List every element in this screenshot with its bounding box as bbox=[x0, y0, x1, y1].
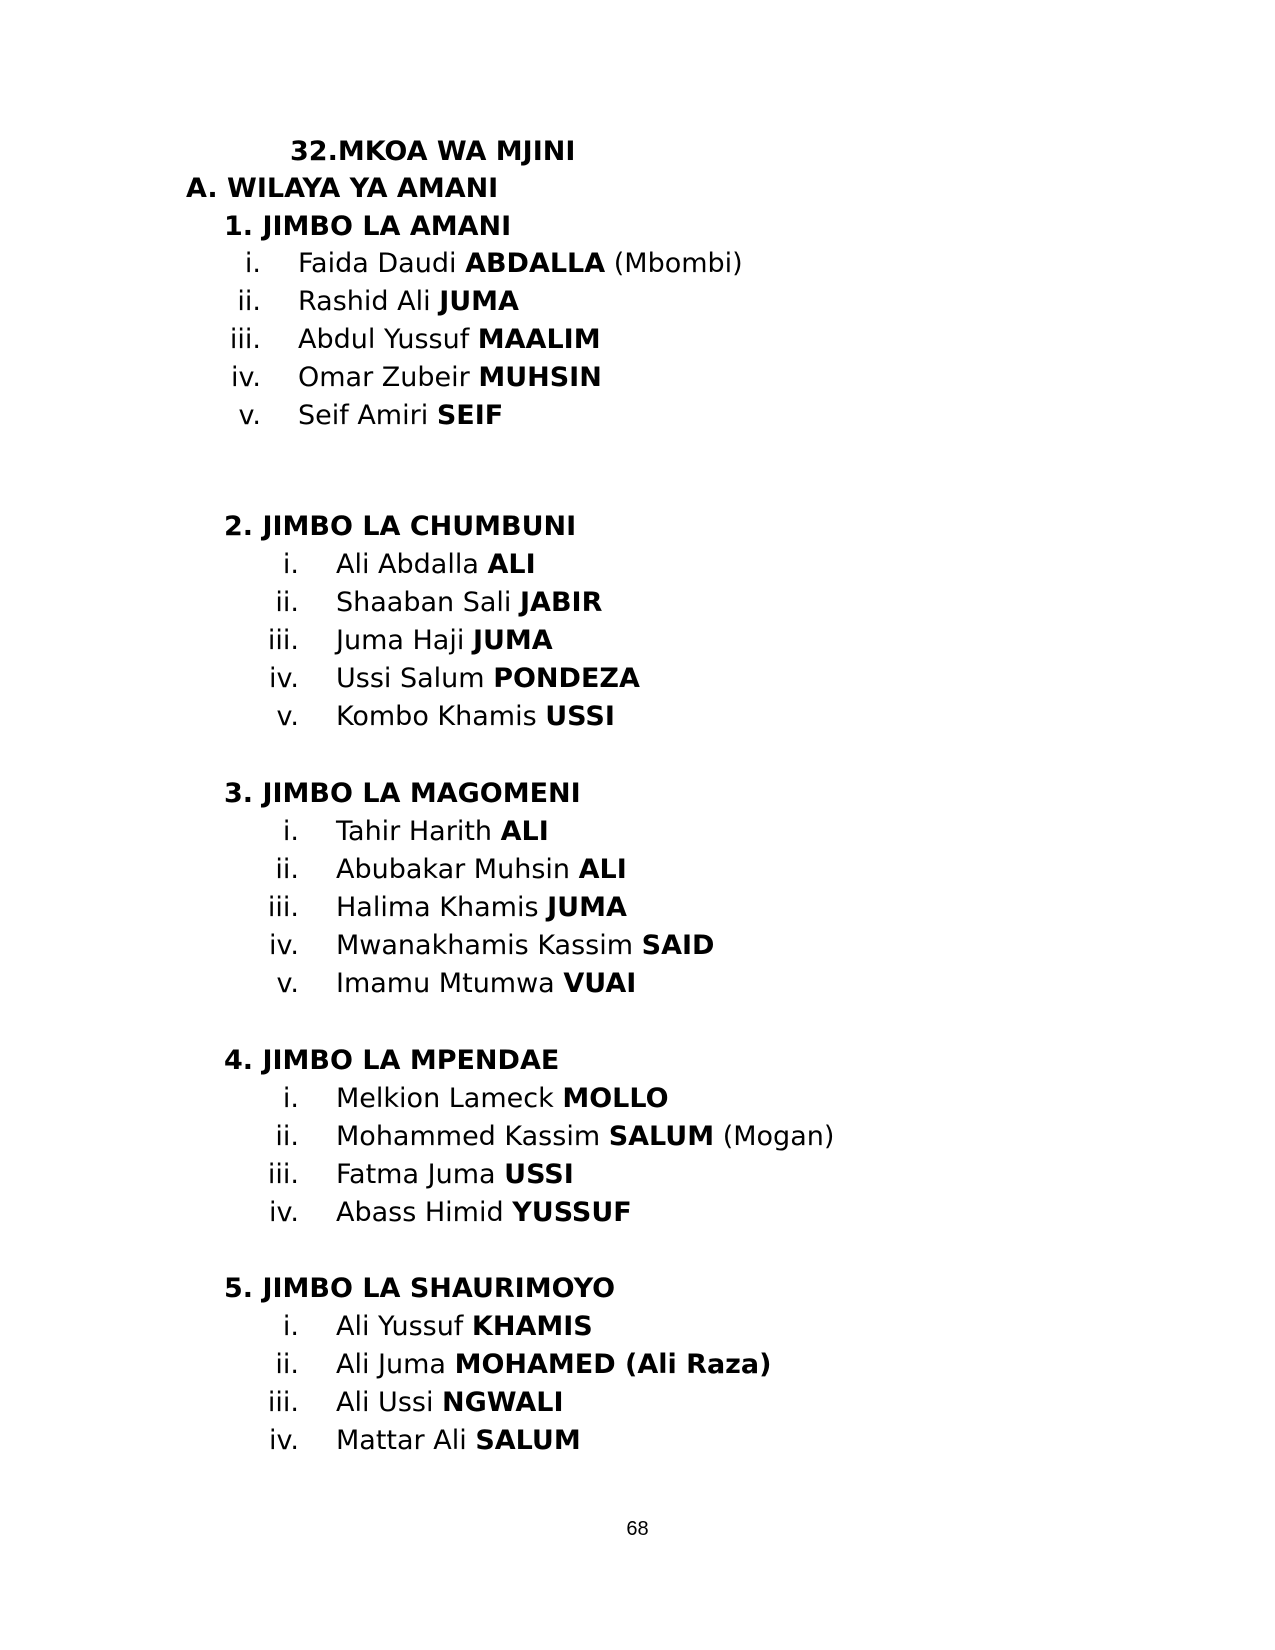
list-numeral: ii. bbox=[275, 1121, 299, 1152]
surname: JUMA bbox=[439, 286, 519, 317]
given-name: Ali Abdalla bbox=[336, 549, 479, 580]
list-numeral: ii. bbox=[237, 286, 261, 317]
given-name: Mattar Ali bbox=[336, 1425, 467, 1456]
constituency-heading-mpendae: 4. JIMBO LA MPENDAE bbox=[224, 1045, 560, 1076]
list-item bbox=[336, 1385, 564, 1421]
surname: MOHAMED (Ali Raza) bbox=[454, 1349, 772, 1380]
list-numeral: i. bbox=[282, 1083, 299, 1114]
list-item bbox=[336, 1347, 771, 1383]
list-numeral: iv. bbox=[269, 930, 299, 961]
surname: VUAI bbox=[563, 968, 637, 999]
surname: JUMA bbox=[472, 625, 553, 656]
list-numeral: iv. bbox=[269, 663, 299, 694]
given-name: Ali Juma bbox=[336, 1349, 446, 1380]
surname: ALI bbox=[578, 854, 627, 885]
surname: PONDEZA bbox=[493, 663, 640, 694]
given-name: Juma Haji bbox=[336, 625, 465, 656]
list-item bbox=[336, 1423, 581, 1459]
list-item bbox=[298, 360, 602, 396]
list-item bbox=[298, 284, 519, 320]
list-numeral: iii. bbox=[267, 892, 299, 923]
surname: SALUM bbox=[475, 1425, 581, 1456]
surname: JABIR bbox=[520, 587, 603, 618]
list-item bbox=[336, 1309, 593, 1345]
list-item bbox=[336, 699, 615, 735]
given-name: Abass Himid bbox=[336, 1197, 504, 1228]
given-name: Mohammed Kassim bbox=[336, 1121, 601, 1152]
surname: ABDALLA bbox=[465, 248, 606, 279]
list-item bbox=[336, 585, 602, 621]
list-item bbox=[336, 661, 640, 697]
given-name: Fatma Juma bbox=[336, 1159, 496, 1190]
list-numeral: iii. bbox=[229, 324, 261, 355]
name-note: (Mbombi) bbox=[613, 248, 743, 279]
list-numeral: iv. bbox=[269, 1197, 299, 1228]
list-numeral: iii. bbox=[267, 1387, 299, 1418]
list-numeral: i. bbox=[282, 1311, 299, 1342]
constituency-heading-shaurimoyo: 5. JIMBO LA SHAURIMOYO bbox=[224, 1273, 616, 1304]
surname: MOLLO bbox=[562, 1083, 669, 1114]
list-numeral: i. bbox=[282, 549, 299, 580]
given-name: Omar Zubeir bbox=[298, 362, 470, 393]
surname: YUSSUF bbox=[512, 1197, 632, 1228]
list-item bbox=[336, 890, 627, 926]
list-numeral: iii. bbox=[267, 625, 299, 656]
name-note: (Mogan) bbox=[722, 1121, 835, 1152]
surname: JUMA bbox=[547, 892, 627, 923]
page-number: 68 bbox=[626, 1518, 649, 1540]
given-name: Ali Yussuf bbox=[336, 1311, 464, 1342]
surname: SAID bbox=[641, 930, 715, 961]
list-item bbox=[336, 1195, 632, 1231]
given-name: Ussi Salum bbox=[336, 663, 485, 694]
given-name: Imamu Mtumwa bbox=[336, 968, 555, 999]
constituency-heading-magomeni: 3. JIMBO LA MAGOMENI bbox=[224, 778, 581, 809]
list-numeral: i. bbox=[244, 248, 261, 279]
list-item bbox=[336, 966, 636, 1002]
list-item bbox=[336, 1119, 834, 1155]
list-item bbox=[336, 547, 536, 583]
list-item bbox=[336, 623, 553, 659]
given-name: Faida Daudi bbox=[298, 248, 457, 279]
district-heading: A. WILAYA YA AMANI bbox=[186, 173, 499, 204]
list-item bbox=[336, 1081, 669, 1117]
given-name: Seif Amiri bbox=[298, 400, 429, 431]
given-name: Mwanakhamis Kassim bbox=[336, 930, 634, 961]
given-name: Halima Khamis bbox=[336, 892, 539, 923]
surname: ALI bbox=[500, 816, 549, 847]
list-numeral: iii. bbox=[267, 1159, 299, 1190]
surname: SEIF bbox=[436, 400, 504, 431]
list-item bbox=[336, 852, 627, 888]
surname: SALUM bbox=[608, 1121, 715, 1152]
list-numeral: v. bbox=[276, 968, 299, 999]
constituency-heading-chumbuni: 2. JIMBO LA CHUMBUNI bbox=[224, 511, 577, 542]
given-name: Kombo Khamis bbox=[336, 701, 537, 732]
given-name: Abubakar Muhsin bbox=[336, 854, 570, 885]
list-numeral: ii. bbox=[275, 587, 299, 618]
list-item bbox=[298, 322, 601, 358]
list-numeral: ii. bbox=[275, 1349, 299, 1380]
constituency-heading-amani: 1. JIMBO LA AMANI bbox=[224, 211, 512, 242]
surname: USSI bbox=[545, 701, 615, 732]
list-item bbox=[336, 814, 549, 850]
list-item bbox=[298, 246, 743, 282]
surname: ALI bbox=[487, 549, 536, 580]
surname: USSI bbox=[504, 1159, 574, 1190]
given-name: Melkion Lameck bbox=[336, 1083, 554, 1114]
surname: NGWALI bbox=[442, 1387, 564, 1418]
list-numeral: v. bbox=[276, 701, 299, 732]
list-item bbox=[298, 398, 503, 434]
surname: MUHSIN bbox=[478, 362, 602, 393]
region-heading: 32.MKOA WA MJINI bbox=[290, 136, 576, 167]
given-name: Abdul Yussuf bbox=[298, 324, 470, 355]
list-numeral: ii. bbox=[275, 854, 299, 885]
list-item bbox=[336, 928, 714, 964]
list-numeral: iv. bbox=[231, 362, 261, 393]
list-numeral: i. bbox=[282, 816, 299, 847]
list-numeral: iv. bbox=[269, 1425, 299, 1456]
given-name: Ali Ussi bbox=[336, 1387, 434, 1418]
given-name: Rashid Ali bbox=[298, 286, 431, 317]
given-name: Tahir Harith bbox=[336, 816, 493, 847]
list-numeral: v. bbox=[238, 400, 261, 431]
surname: KHAMIS bbox=[471, 1311, 593, 1342]
surname: MAALIM bbox=[477, 324, 601, 355]
given-name: Shaaban Sali bbox=[336, 587, 512, 618]
list-item bbox=[336, 1157, 574, 1193]
